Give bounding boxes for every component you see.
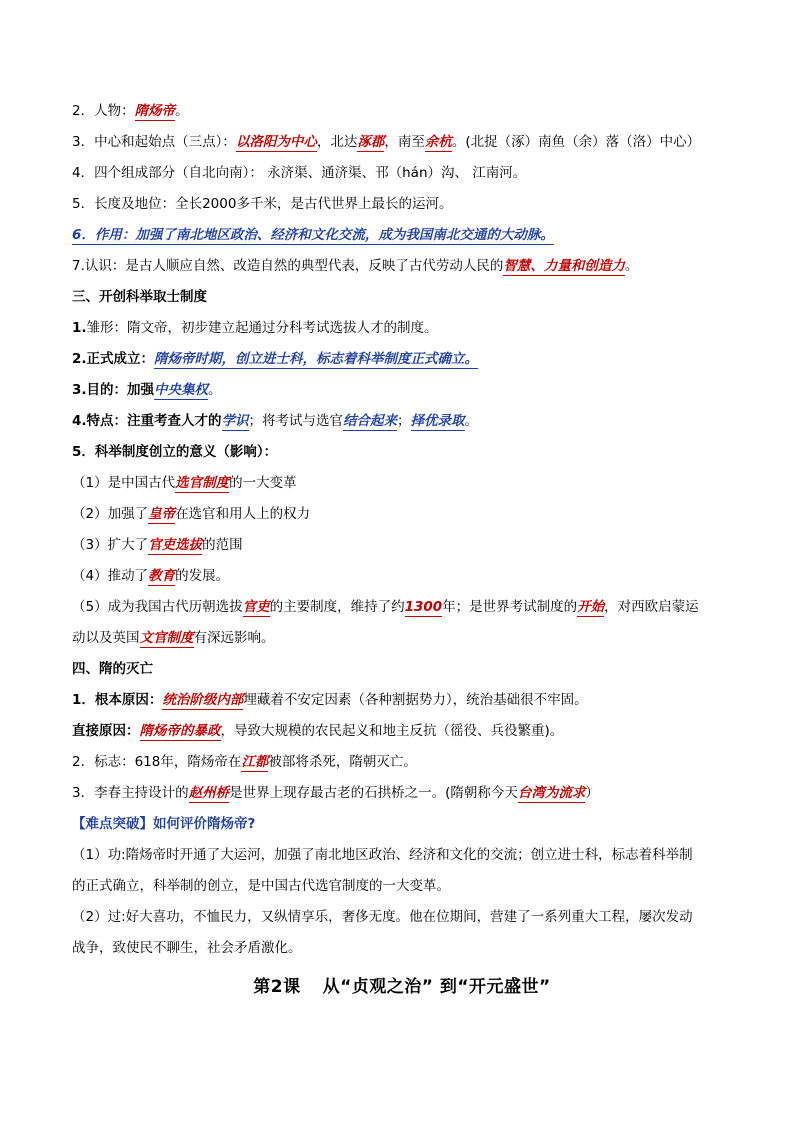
highlight: 结合起来	[343, 413, 398, 429]
text-line	[72, 747, 732, 778]
highlight: 文官制度	[139, 630, 194, 646]
highlight: 6．作用：加强了南北地区政治、经济和文化交流，成为我国南北交通的大动脉。	[72, 227, 554, 243]
text: 。	[464, 413, 479, 429]
text-line	[72, 96, 732, 127]
lesson-number: 第2课	[253, 977, 301, 997]
text: 战争，致使民不聊生，社会矛盾激化。	[72, 940, 302, 956]
text: 。	[175, 103, 189, 119]
text: （4）推动了	[72, 568, 149, 584]
heading-text: 【难点突破】如何评价隋炀帝?	[72, 816, 256, 832]
text: 。	[208, 382, 222, 398]
text: （2）过:好大喜功，不恤民力，又纵情享乐，奢侈无度。他在位期间，营建了一系列重大工程，屡次发动	[72, 909, 693, 925]
highlight: 学识	[221, 413, 249, 429]
highlight: 选官制度	[175, 475, 230, 491]
text: 在选官和用人上的权力	[175, 506, 311, 522]
text-line	[72, 406, 732, 437]
highlight: 以洛阳为中心	[235, 134, 317, 150]
lesson-title	[72, 972, 732, 997]
heading-text: 三、开创科举取士制度	[72, 289, 207, 305]
text: （1）功:隋炀帝时开通了大运河，加强了南北地区政治、经济和文化的交流；创立进士科，标志着科举制	[72, 847, 693, 863]
text: 1．根本原因：	[72, 692, 163, 708]
text: 直接原因：	[72, 723, 140, 739]
highlight: 涿郡	[357, 134, 385, 150]
highlight: 隋炀帝的暴政	[139, 723, 221, 739]
text-line	[72, 778, 732, 809]
highlight: 皇帝	[148, 506, 176, 522]
text: 的一大变革	[229, 475, 297, 491]
text: ；	[397, 413, 411, 429]
highlight: 官吏选拔	[148, 537, 203, 553]
highlight: 中央集权	[154, 382, 209, 398]
text: 4.特点：注重考查人才的	[72, 413, 222, 429]
text-line	[72, 561, 732, 592]
text-line	[72, 189, 732, 220]
text: 2．人物：	[72, 103, 135, 119]
text-line	[72, 375, 732, 406]
text: 是世界上现存最古老的石拱桥之一。(隋朝称今天	[229, 785, 518, 801]
text: 。(北捉（涿）南鱼（余）落（洛）中心）	[451, 134, 701, 150]
document-page	[72, 96, 732, 997]
text: 。	[624, 258, 639, 274]
text-line	[72, 685, 732, 716]
text-line	[72, 127, 732, 158]
text: 雏形：隋文帝，初步建立起通过分科考试选拔人才的制度。	[86, 320, 438, 336]
text-line	[72, 220, 732, 251]
text-line	[72, 871, 732, 902]
text-line	[72, 158, 732, 189]
highlight: 赵州桥	[188, 785, 230, 801]
highlight: 江都	[241, 754, 269, 770]
text-line	[72, 716, 732, 747]
text: ，导致大规模的农民起义和地主反抗（徭役、兵役繁重)。	[220, 723, 564, 739]
highlight: 隋炀帝	[134, 103, 176, 119]
text: 的范围	[202, 537, 243, 553]
highlight: 统治阶级内部	[162, 692, 244, 708]
text: 1.	[72, 320, 87, 336]
highlight: 余杭	[424, 134, 452, 150]
text: 的发展。	[175, 568, 230, 584]
text-line	[72, 344, 732, 375]
text-line	[72, 468, 732, 499]
highlight: 隋炀帝时期，创立进士科，标志着科举制度正式确立。	[154, 351, 479, 367]
text: ）	[585, 785, 599, 801]
highlight: 开始	[577, 599, 605, 615]
text: 5．长度及地位：全长2000多千米，是古代世界上最长的运河。	[72, 196, 453, 212]
text-line	[72, 530, 732, 561]
text-line	[72, 592, 732, 623]
text: 5．科举制度创立的意义（影响）：	[72, 444, 278, 460]
text: 动以及英国	[72, 630, 140, 646]
text-line	[72, 902, 732, 933]
text: 4．四个组成部分（自北向南）： 永济渠、通济渠、邗（hán）沟、 江南河。	[72, 165, 527, 181]
text-line	[72, 437, 732, 468]
lesson-name: 从“贞观之治” 到“开元盛世”	[322, 977, 551, 997]
text-line	[72, 623, 732, 654]
section-heading	[72, 282, 732, 313]
highlight: 教育	[148, 568, 176, 584]
highlight: 1300	[404, 599, 443, 615]
difficulty-heading	[72, 809, 732, 840]
text: （3）扩大了	[72, 537, 149, 553]
text: 被部将杀死，隋朝灭亡。	[268, 754, 417, 770]
section-heading	[72, 654, 732, 685]
text: 3．中心和起始点（三点）：	[72, 134, 236, 150]
text: 有深远影响。	[193, 630, 275, 646]
text: （1）是中国古代	[72, 475, 176, 491]
text: 3.目的：加强	[72, 382, 155, 398]
text: 的主要制度，维持了约	[269, 599, 405, 615]
highlight: 台湾为流求	[517, 785, 586, 801]
text: 年；是世界考试制度的	[442, 599, 578, 615]
text: ；将考试与选官	[248, 413, 344, 429]
text: 3．李春主持设计的	[72, 785, 189, 801]
heading-text: 四、隋的灭亡	[72, 661, 153, 677]
text-line	[72, 251, 732, 282]
text: 2.正式成立：	[72, 351, 155, 367]
highlight: 智慧、力量和创造力	[503, 258, 625, 274]
text-line	[72, 840, 732, 871]
text: ，对西欧启蒙运	[604, 599, 699, 615]
highlight: 官吏	[242, 599, 270, 615]
text: ，北达	[316, 134, 358, 150]
text: ，南至	[384, 134, 425, 150]
text: 的正式确立，科举制的创立，是中国古代选官制度的一大变革。	[72, 878, 450, 894]
text: （2）加强了	[72, 506, 149, 522]
text: 埋藏着不安定因素（各种割据势力），统治基础很不牢固。	[243, 692, 588, 708]
text: 2．标志：618年，隋炀帝在	[72, 754, 242, 770]
text-line	[72, 499, 732, 530]
text: 7.认识：是古人顺应自然、改造自然的典型代表，反映了古代劳动人民的	[72, 258, 504, 274]
highlight: 择优录取	[410, 413, 465, 429]
text-line	[72, 933, 732, 964]
text-line	[72, 313, 732, 344]
text: （5）成为我国古代历朝选拔	[72, 599, 243, 615]
